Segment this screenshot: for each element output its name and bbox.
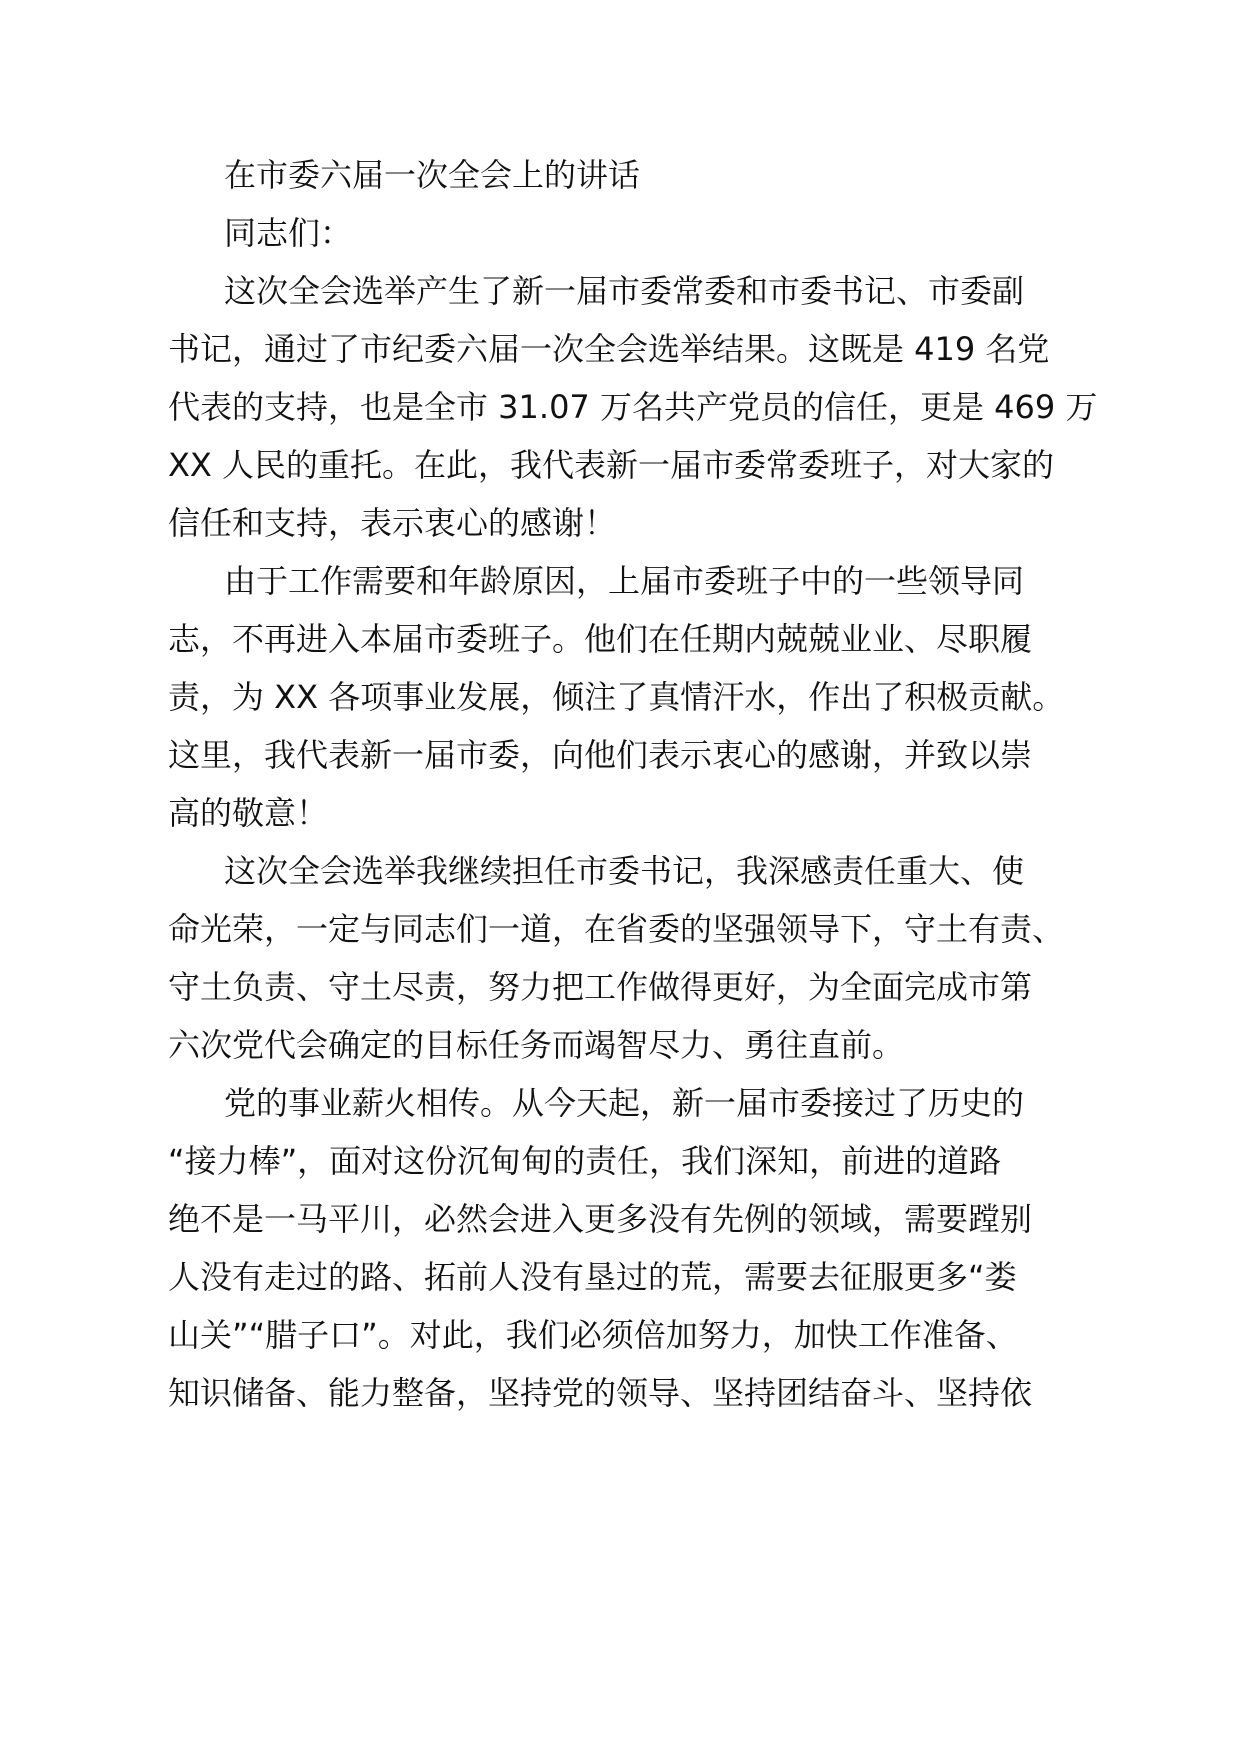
paragraph-line: 知识储备、能力整备，坚持党的领导、坚持团结奋斗、坚持依: [168, 1374, 1033, 1412]
paragraph-line: 信任和支持，表示衷心的感谢！: [168, 504, 617, 542]
paragraph-line: 人没有走过的路、拓前人没有垦过的荒，需要去征服更多“娄: [168, 1258, 1017, 1296]
document-title: 在市委六届一次全会上的讲话: [224, 156, 641, 194]
paragraph-line: 六次党代会确定的目标任务而竭智尽力、勇往直前。: [168, 1026, 905, 1064]
paragraph-line: 高的敬意！: [168, 794, 329, 832]
paragraph-line: XX 人民的重托。在此，我代表新一届市委常委班子，对大家的: [168, 446, 1055, 484]
paragraph-line: 代表的支持，也是全市 31.07 万名共产党员的信任，更是 469 万: [168, 388, 1098, 426]
paragraph-line: 命光荣，一定与同志们一道，在省委的坚强领导下，守土有责、: [168, 910, 1065, 948]
paragraph-line: 党的事业薪火相传。从今天起，新一届市委接过了历史的: [224, 1084, 1025, 1122]
paragraph-line: 由于工作需要和年龄原因，上届市委班子中的一些领导同: [224, 562, 1025, 600]
paragraph-line: 这里，我代表新一届市委，向他们表示衷心的感谢，并致以崇: [168, 736, 1033, 774]
paragraph-line: 志，不再进入本届市委班子。他们在任期内兢兢业业、尽职履: [168, 620, 1033, 658]
paragraph-line: 书记，通过了市纪委六届一次全会选举结果。这既是 419 名党: [168, 330, 1050, 368]
salutation: 同志们：: [224, 214, 353, 252]
paragraph-line: 责，为 XX 各项事业发展，倾注了真情汗水，作出了积极贡献。: [168, 678, 1065, 716]
paragraph-line: 这次全会选举产生了新一届市委常委和市委书记、市委副: [224, 272, 1025, 310]
paragraph-line: 山关”“腊子口”。对此，我们必须倍加努力，加快工作准备、: [168, 1316, 1018, 1354]
paragraph-line: “接力棒”，面对这份沉甸甸的责任，我们深知，前进的道路: [168, 1142, 1002, 1180]
paragraph-line: 这次全会选举我继续担任市委书记，我深感责任重大、使: [224, 852, 1025, 890]
paragraph-line: 绝不是一马平川，必然会进入更多没有先例的领域，需要蹚别: [168, 1200, 1033, 1238]
paragraph-line: 守土负责、守土尽责，努力把工作做得更好，为全面完成市第: [168, 968, 1033, 1006]
